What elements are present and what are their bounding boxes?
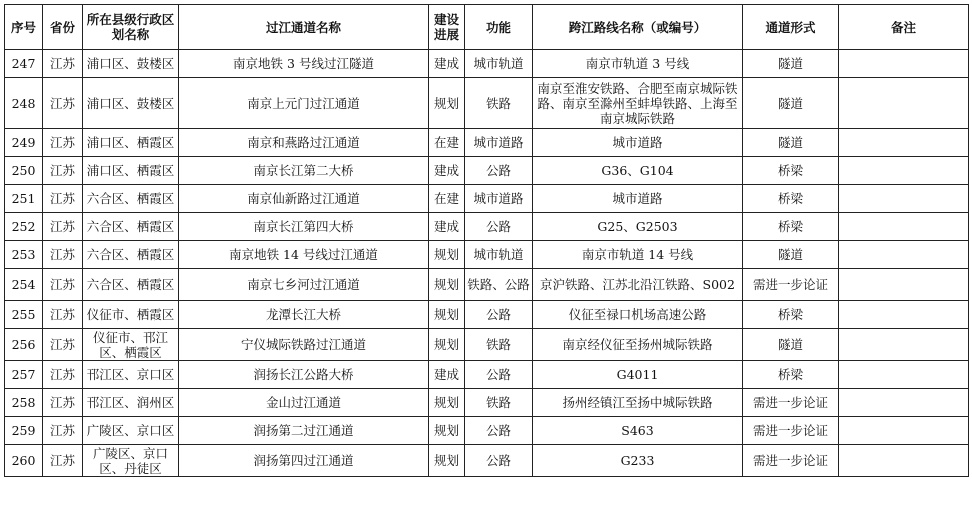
cell-status: 规划 bbox=[429, 301, 465, 329]
cell-form: 隧道 bbox=[743, 78, 839, 129]
cell-no: 250 bbox=[5, 157, 43, 185]
table-row bbox=[5, 129, 969, 157]
cell-status: 规划 bbox=[429, 389, 465, 417]
cell-form: 隧道 bbox=[743, 329, 839, 361]
cell-no: 252 bbox=[5, 213, 43, 241]
cell-name: 南京长江第四大桥 bbox=[179, 213, 429, 241]
cell-form: 需进一步论证 bbox=[743, 445, 839, 477]
cell-route: G233 bbox=[533, 445, 743, 477]
cell-province: 江苏 bbox=[43, 185, 83, 213]
cell-no: 258 bbox=[5, 389, 43, 417]
table-row bbox=[5, 445, 969, 477]
cell-status: 建成 bbox=[429, 157, 465, 185]
cell-province: 江苏 bbox=[43, 157, 83, 185]
cell-remark bbox=[839, 78, 969, 129]
cell-district: 仪征市、邗江区、栖霞区 bbox=[83, 329, 179, 361]
header-status: 建设进展 bbox=[429, 5, 465, 50]
cell-name: 金山过江通道 bbox=[179, 389, 429, 417]
cell-name: 南京仙新路过江通道 bbox=[179, 185, 429, 213]
table-row bbox=[5, 361, 969, 389]
cell-remark bbox=[839, 329, 969, 361]
cell-function: 公路 bbox=[465, 157, 533, 185]
cell-province: 江苏 bbox=[43, 301, 83, 329]
cell-form: 需进一步论证 bbox=[743, 417, 839, 445]
cell-route: 仪征至禄口机场高速公路 bbox=[533, 301, 743, 329]
table-row bbox=[5, 78, 969, 129]
cell-name: 南京和燕路过江通道 bbox=[179, 129, 429, 157]
header-row bbox=[5, 5, 969, 50]
crossing-table bbox=[4, 4, 969, 477]
cell-district: 浦口区、栖霞区 bbox=[83, 129, 179, 157]
cell-function: 铁路、公路 bbox=[465, 269, 533, 301]
cell-status: 建成 bbox=[429, 50, 465, 78]
cell-district: 六合区、栖霞区 bbox=[83, 185, 179, 213]
cell-district: 邗江区、京口区 bbox=[83, 361, 179, 389]
cell-remark bbox=[839, 389, 969, 417]
cell-no: 259 bbox=[5, 417, 43, 445]
cell-form: 桥梁 bbox=[743, 213, 839, 241]
cell-name: 宁仪城际铁路过江通道 bbox=[179, 329, 429, 361]
cell-district: 六合区、栖霞区 bbox=[83, 269, 179, 301]
cell-status: 规划 bbox=[429, 269, 465, 301]
cell-province: 江苏 bbox=[43, 417, 83, 445]
cell-function: 城市道路 bbox=[465, 185, 533, 213]
table-row bbox=[5, 269, 969, 301]
cell-no: 260 bbox=[5, 445, 43, 477]
cell-name: 南京地铁 14 号线过江通道 bbox=[179, 241, 429, 269]
cell-remark bbox=[839, 361, 969, 389]
cell-district: 仪征市、栖霞区 bbox=[83, 301, 179, 329]
table-row bbox=[5, 50, 969, 78]
cell-route: 京沪铁路、江苏北沿江铁路、S002 bbox=[533, 269, 743, 301]
cell-district: 六合区、栖霞区 bbox=[83, 213, 179, 241]
cell-province: 江苏 bbox=[43, 389, 83, 417]
cell-district: 广陵区、京口区 bbox=[83, 417, 179, 445]
cell-name: 南京地铁 3 号线过江隧道 bbox=[179, 50, 429, 78]
cell-province: 江苏 bbox=[43, 329, 83, 361]
cell-province: 江苏 bbox=[43, 50, 83, 78]
cell-function: 公路 bbox=[465, 445, 533, 477]
cell-function: 铁路 bbox=[465, 389, 533, 417]
cell-remark bbox=[839, 269, 969, 301]
cell-function: 城市轨道 bbox=[465, 241, 533, 269]
cell-function: 铁路 bbox=[465, 329, 533, 361]
cell-function: 城市轨道 bbox=[465, 50, 533, 78]
table-container bbox=[4, 4, 969, 477]
cell-province: 江苏 bbox=[43, 241, 83, 269]
cell-no: 251 bbox=[5, 185, 43, 213]
cell-status: 规划 bbox=[429, 445, 465, 477]
table-body bbox=[5, 50, 969, 477]
cell-form: 桥梁 bbox=[743, 185, 839, 213]
cell-name: 润扬第四过江通道 bbox=[179, 445, 429, 477]
cell-no: 247 bbox=[5, 50, 43, 78]
cell-route: 南京经仪征至扬州城际铁路 bbox=[533, 329, 743, 361]
cell-remark bbox=[839, 157, 969, 185]
cell-remark bbox=[839, 185, 969, 213]
cell-route: G4011 bbox=[533, 361, 743, 389]
cell-district: 广陵区、京口区、丹徒区 bbox=[83, 445, 179, 477]
table-row bbox=[5, 157, 969, 185]
cell-remark bbox=[839, 417, 969, 445]
table-row bbox=[5, 329, 969, 361]
cell-province: 江苏 bbox=[43, 269, 83, 301]
cell-function: 公路 bbox=[465, 361, 533, 389]
cell-route: 扬州经镇江至扬中城际铁路 bbox=[533, 389, 743, 417]
cell-district: 邗江区、润州区 bbox=[83, 389, 179, 417]
cell-district: 浦口区、鼓楼区 bbox=[83, 78, 179, 129]
cell-form: 隧道 bbox=[743, 241, 839, 269]
cell-name: 龙潭长江大桥 bbox=[179, 301, 429, 329]
cell-name: 润扬第二过江通道 bbox=[179, 417, 429, 445]
cell-no: 248 bbox=[5, 78, 43, 129]
table-row bbox=[5, 301, 969, 329]
cell-no: 254 bbox=[5, 269, 43, 301]
cell-district: 浦口区、鼓楼区 bbox=[83, 50, 179, 78]
cell-remark bbox=[839, 301, 969, 329]
cell-route: 城市道路 bbox=[533, 185, 743, 213]
table-row bbox=[5, 417, 969, 445]
cell-route: 南京市轨道 14 号线 bbox=[533, 241, 743, 269]
cell-route: 南京至淮安铁路、合肥至南京城际铁路、南京至滁州至蚌埠铁路、上海至南京城际铁路 bbox=[533, 78, 743, 129]
cell-route: S463 bbox=[533, 417, 743, 445]
header-no: 序号 bbox=[5, 5, 43, 50]
cell-remark bbox=[839, 129, 969, 157]
cell-status: 规划 bbox=[429, 329, 465, 361]
cell-remark bbox=[839, 445, 969, 477]
table-row bbox=[5, 185, 969, 213]
cell-remark bbox=[839, 50, 969, 78]
cell-form: 隧道 bbox=[743, 50, 839, 78]
header-district: 所在县级行政区划名称 bbox=[83, 5, 179, 50]
cell-function: 公路 bbox=[465, 301, 533, 329]
cell-form: 桥梁 bbox=[743, 301, 839, 329]
cell-status: 在建 bbox=[429, 129, 465, 157]
cell-no: 255 bbox=[5, 301, 43, 329]
table-row bbox=[5, 241, 969, 269]
cell-no: 249 bbox=[5, 129, 43, 157]
cell-function: 城市道路 bbox=[465, 129, 533, 157]
cell-status: 规划 bbox=[429, 417, 465, 445]
cell-status: 规划 bbox=[429, 78, 465, 129]
cell-province: 江苏 bbox=[43, 445, 83, 477]
table-row bbox=[5, 389, 969, 417]
cell-district: 浦口区、栖霞区 bbox=[83, 157, 179, 185]
cell-province: 江苏 bbox=[43, 78, 83, 129]
cell-province: 江苏 bbox=[43, 213, 83, 241]
cell-no: 257 bbox=[5, 361, 43, 389]
cell-no: 253 bbox=[5, 241, 43, 269]
cell-name: 南京七乡河过江通道 bbox=[179, 269, 429, 301]
cell-name: 润扬长江公路大桥 bbox=[179, 361, 429, 389]
header-province: 省份 bbox=[43, 5, 83, 50]
cell-route: G25、G2503 bbox=[533, 213, 743, 241]
cell-function: 公路 bbox=[465, 417, 533, 445]
cell-remark bbox=[839, 213, 969, 241]
cell-province: 江苏 bbox=[43, 361, 83, 389]
cell-status: 建成 bbox=[429, 361, 465, 389]
cell-route: G36、G104 bbox=[533, 157, 743, 185]
cell-route: 南京市轨道 3 号线 bbox=[533, 50, 743, 78]
cell-province: 江苏 bbox=[43, 129, 83, 157]
cell-form: 需进一步论证 bbox=[743, 389, 839, 417]
cell-name: 南京上元门过江通道 bbox=[179, 78, 429, 129]
cell-status: 规划 bbox=[429, 241, 465, 269]
cell-remark bbox=[839, 241, 969, 269]
cell-no: 256 bbox=[5, 329, 43, 361]
header-remark: 备注 bbox=[839, 5, 969, 50]
cell-form: 桥梁 bbox=[743, 361, 839, 389]
table-row bbox=[5, 213, 969, 241]
header-route: 跨江路线名称（或编号） bbox=[533, 5, 743, 50]
cell-form: 隧道 bbox=[743, 129, 839, 157]
cell-status: 建成 bbox=[429, 213, 465, 241]
cell-function: 铁路 bbox=[465, 78, 533, 129]
header-function: 功能 bbox=[465, 5, 533, 50]
cell-status: 在建 bbox=[429, 185, 465, 213]
header-name: 过江通道名称 bbox=[179, 5, 429, 50]
cell-function: 公路 bbox=[465, 213, 533, 241]
cell-form: 桥梁 bbox=[743, 157, 839, 185]
header-form: 通道形式 bbox=[743, 5, 839, 50]
cell-form: 需进一步论证 bbox=[743, 269, 839, 301]
cell-route: 城市道路 bbox=[533, 129, 743, 157]
cell-district: 六合区、栖霞区 bbox=[83, 241, 179, 269]
cell-name: 南京长江第二大桥 bbox=[179, 157, 429, 185]
